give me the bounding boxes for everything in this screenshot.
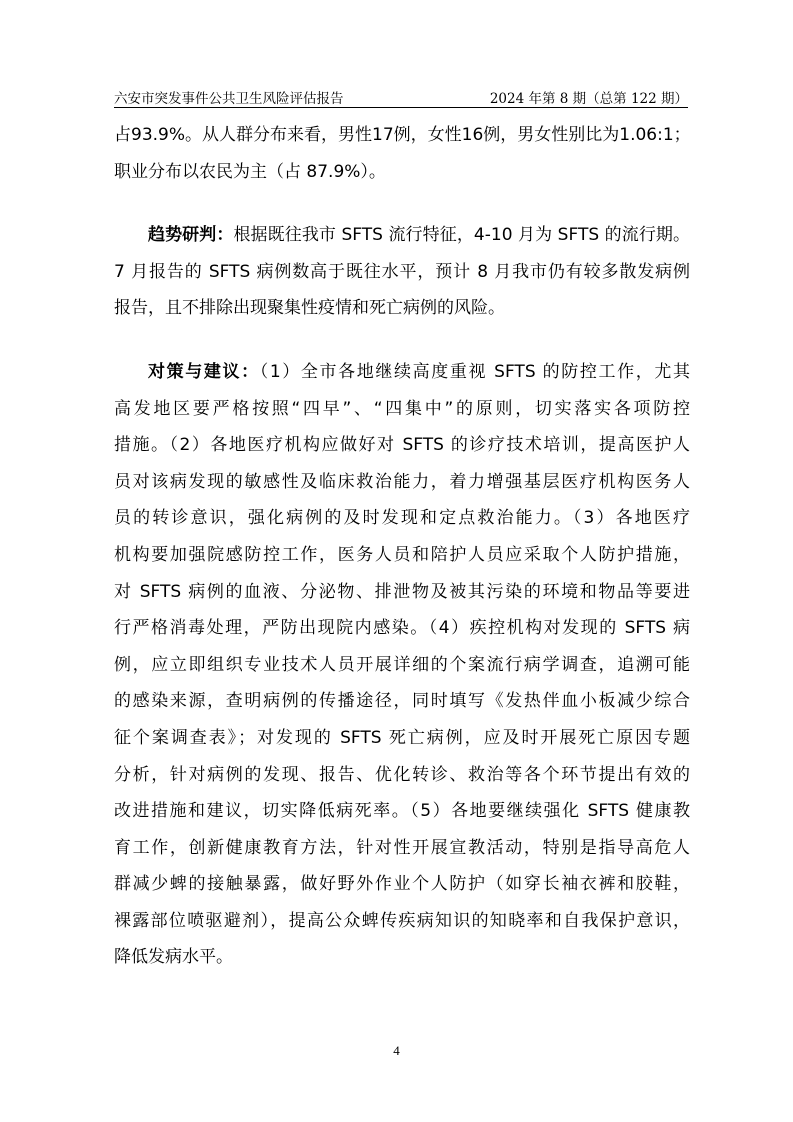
body-line: 措施。（2）各地医疗机构应做好对 SFTS 的诊疗技术培训，提高医护人	[114, 435, 690, 456]
report-series-title: 六安市突发事件公共卫生风险评估报告	[114, 91, 344, 107]
paragraph-gap	[114, 190, 690, 217]
paragraph-gap	[114, 327, 690, 354]
body-line: 育工作，创新健康教育方法，针对性开展宣教活动，特别是指导高危人	[114, 837, 690, 858]
body-line: 高发地区要严格按照“四早”、“四集中”的原则，切实落实各项防控	[114, 398, 690, 419]
body-line: 裸露部位喷驱避剂），提高公众蜱传疾病知识的知晓率和自我保护意识，	[114, 910, 690, 931]
body-line: 报告，且不排除出现聚集性疫情和死亡病例的风险。	[114, 298, 505, 319]
body-line: 员的转诊意识，强化病例的及时发现和定点救治能力。（3）各地医疗	[114, 508, 690, 529]
body-line: 根据既往我市 SFTS 流行特征，4-10 月为 SFTS 的流行期。	[233, 225, 690, 246]
body-line: 员对该病发现的敏感性及临床救治能力，着力增强基层医疗机构医务人	[114, 471, 690, 492]
body-line: （1）全市各地继续高度重视 SFTS 的防控工作，尤其	[259, 361, 690, 382]
page-number: 4	[393, 1043, 400, 1058]
body-line: 职业分布以农民为主（占 87.9%）。	[114, 161, 386, 182]
issue-number: 2024 年第 8 期（总第 122 期）	[489, 91, 688, 107]
body-line: 征个案调查表》；对发现的 SFTS 死亡病例，应及时开展死亡原因专题	[114, 727, 690, 748]
trend-paragraph-first-line	[114, 217, 690, 254]
body-line: 改进措施和建议，切实降低病死率。（5）各地要继续强化 SFTS 健康教	[114, 801, 690, 822]
body-line: 占93.9%。从人群分布来看，男性17例，女性16例，男女性别比为1.06:1；	[114, 125, 691, 145]
body-text	[114, 117, 690, 976]
body-line: 分析，针对病例的发现、报告、优化转诊、救治等各个环节提出有效的	[114, 764, 690, 785]
measures-label: 对策与建议：	[148, 361, 260, 382]
measures-paragraph-first-line	[114, 354, 690, 391]
body-line: 的感染来源，查明病例的传播途径，同时填写《发热伴血小板减少综合	[114, 691, 690, 712]
body-line: 行严格消毒处理，严防出现院内感染。（4）疾控机构对发现的 SFTS 病	[114, 618, 690, 639]
body-line: 群减少蜱的接触暴露，做好野外作业个人防护（如穿长袖衣裤和胶鞋，	[114, 874, 690, 895]
trend-label: 趋势研判：	[148, 225, 234, 246]
body-line: 7 月报告的 SFTS 病例数高于既往水平，预计 8 月我市仍有较多散发病例	[114, 261, 690, 282]
body-line: 降低发病水平。	[114, 947, 233, 968]
body-line: 对 SFTS 病例的血液、分泌物、排泄物及被其污染的环境和物品等要进	[114, 581, 690, 602]
running-header	[114, 85, 688, 108]
body-line: 例，应立即组织专业技术人员开展详细的个案流行病学调查，追溯可能	[114, 654, 690, 675]
body-line: 机构要加强院感防控工作，医务人员和陪护人员应采取个人防护措施，	[114, 544, 690, 565]
